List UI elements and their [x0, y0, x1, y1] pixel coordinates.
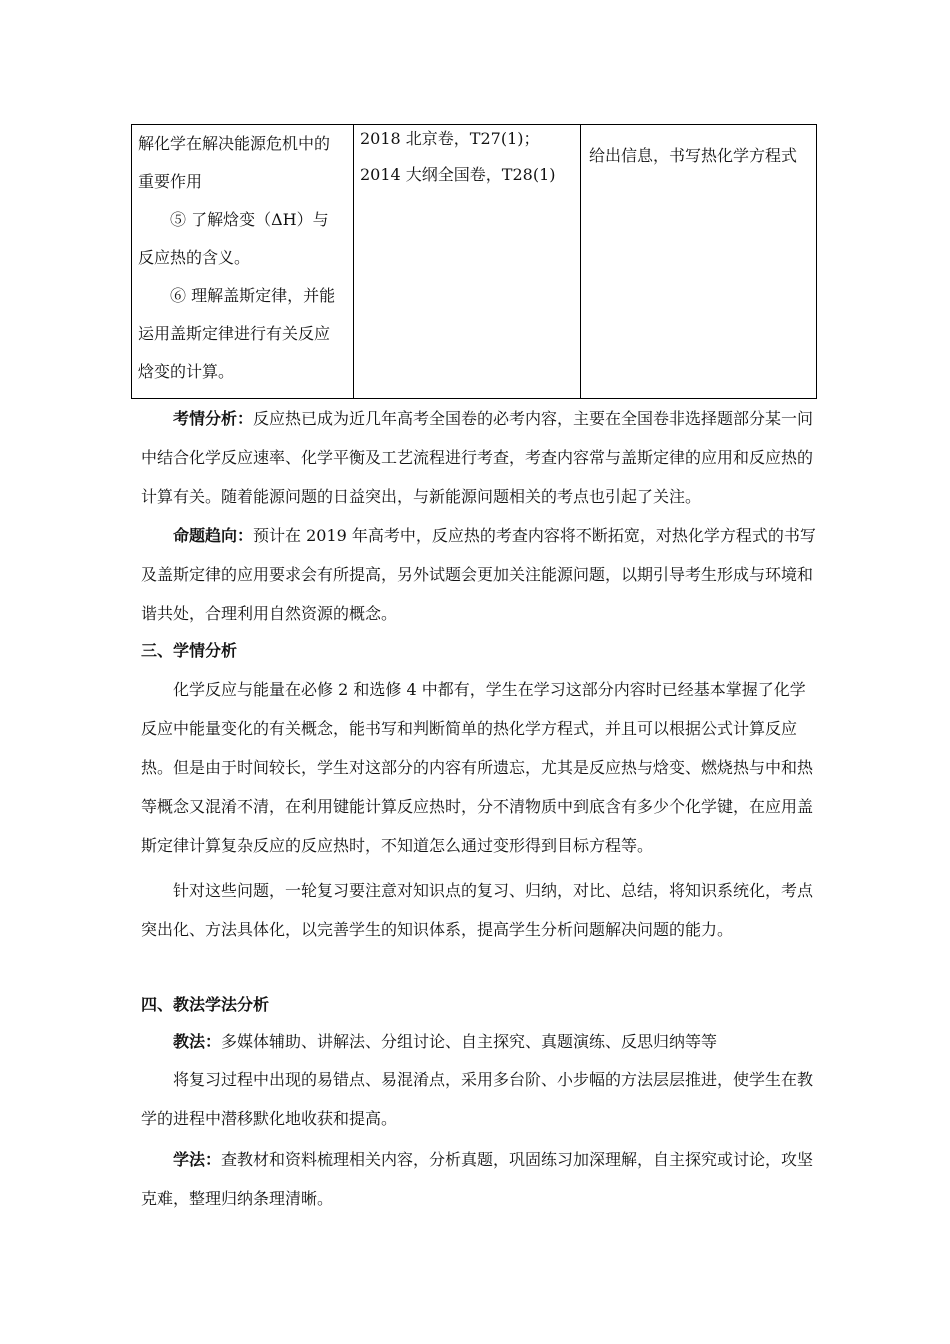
- trend-text: 预计在 2019 年高考中，反应热的考查内容将不断拓宽，对热化学方程式的书写及盖斯定律的应用要求会有所提高，另外试题会更加关注能源问题，以期引导考生形成与环境和谐共处，合理利用自然资源的概念。: [141, 526, 816, 623]
- cell-line: 解化学在解决能源危机中的: [138, 134, 331, 153]
- cell-line: 2014 大纲全国卷，T28(1): [360, 165, 556, 184]
- exam-analysis-block: [141, 399, 821, 633]
- trend-paragraph: [141, 516, 821, 633]
- exam-source-cell: [354, 125, 581, 399]
- question-type-cell: [581, 125, 817, 399]
- teaching-method-detail: 将复习过程中出现的易错点、易混淆点，采用多台阶、小步幅的方法层层推进，使学生在教学的进程中潜移默化地收获和提高。: [141, 1070, 814, 1128]
- learning-method-text: 查教材和资料梳理相关内容，分析真题，巩固练习加深理解，自主探究或讨论，攻坚克难，整理归纳条理清晰。: [141, 1150, 814, 1208]
- table-row: [132, 125, 817, 399]
- section-four: [141, 990, 821, 1218]
- teaching-method-label: 教法：: [173, 1032, 222, 1051]
- trend-label: 命题趋向：: [173, 526, 254, 545]
- section-three-paragraph-1: 化学反应与能量在必修 2 和选修 4 中都有，学生在学习这部分内容时已经基本掌握了化学反应中能量变化的有关概念，能书写和判断简单的热化学方程式，并且可以根据公式计算反应热。但是由于时间较长，学生对这部分的内容有所遗忘，尤其是反应热与焓变、燃烧热与中和热等概念又混淆不清，在利用键能计算反应热时，分不清物质中到底含有多少个化学键，在应用盖斯定律计算复杂反应的反应热时，不知道怎么通过变形得到目标方程等。: [141, 680, 814, 855]
- learning-method-label: 学法：: [173, 1150, 222, 1169]
- cell-line: 焓变的计算。: [138, 362, 235, 381]
- teaching-method-paragraph: [141, 1024, 821, 1060]
- objectives-table: [131, 124, 817, 399]
- cell-line: 给出信息，书写热化学方程式: [589, 146, 798, 165]
- section-three-paragraph-2: 针对这些问题，一轮复习要注意对知识点的复习、归纳，对比、总结，将知识系统化，考点突出化、方法具体化，以完善学生的知识体系，提高学生分析问题解决问题的能力。: [141, 881, 814, 939]
- teaching-method-text: 多媒体辅助、讲解法、分组讨论、自主探究、真题演练、反思归纳等等: [221, 1032, 718, 1051]
- exam-analysis-paragraph: [141, 399, 821, 516]
- learning-method-paragraph: [141, 1140, 821, 1218]
- cell-line: 运用盖斯定律进行有关反应: [138, 324, 331, 343]
- cell-line: 反应热的含义。: [138, 248, 251, 267]
- cell-line: ⑤ 了解焓变（ΔH）与: [170, 210, 329, 229]
- exam-analysis-text: 反应热已成为近几年高考全国卷的必考内容，主要在全国卷非选择题部分某一问中结合化学反应速率、化学平衡及工艺流程进行考查，考查内容常与盖斯定律的应用和反应热的计算有关。随着能源问题的日益突出，与新能源问题相关的考点也引起了关注。: [141, 409, 814, 506]
- cell-line: 2018 北京卷，T27(1)；: [360, 129, 540, 148]
- section-three: [141, 636, 821, 949]
- cell-line: 重要作用: [138, 172, 203, 191]
- section-four-title: 四、教法学法分析: [141, 995, 270, 1014]
- exam-analysis-label: 考情分析：: [173, 409, 254, 428]
- objectives-cell: [132, 125, 354, 399]
- cell-line: ⑥ 理解盖斯定律，并能: [170, 286, 336, 305]
- section-three-title: 三、学情分析: [141, 641, 238, 660]
